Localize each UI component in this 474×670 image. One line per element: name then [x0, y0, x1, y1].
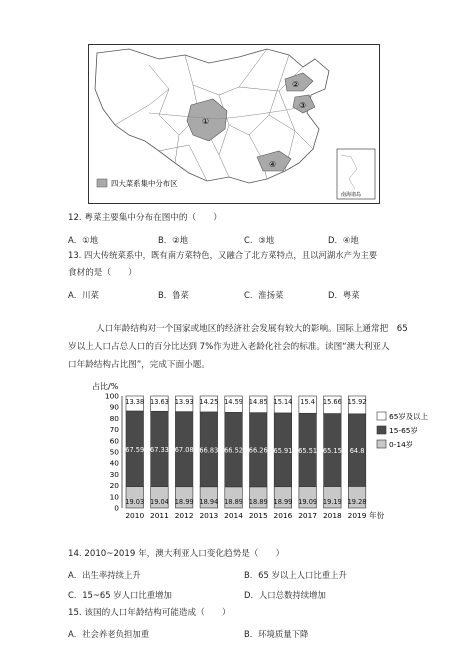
data-label: 18.94 — [199, 498, 219, 506]
y-tick-label: 70 — [109, 425, 119, 435]
x-tick-label: 2014 — [224, 511, 243, 520]
q15-option-a[interactable]: A．社会养老负担加重 — [68, 629, 150, 639]
x-tick-label: 2011 — [150, 511, 169, 520]
q15-option-b[interactable]: B．环境质量下降 — [244, 629, 309, 639]
legend-label: 四大菜系集中分布区 — [111, 179, 178, 188]
y-tick-label: 100 — [104, 391, 119, 401]
data-label: 19.03 — [125, 498, 145, 506]
passage-line-2: 岁以上人口占总人口的百分比达到 7%作为进入老龄化社会的标准。读图“澳大利亚人 — [68, 342, 390, 352]
data-label: 19.28 — [347, 498, 367, 506]
data-label: 19.04 — [150, 498, 169, 506]
marker-1: ① — [202, 117, 210, 126]
data-label: 18.99 — [174, 498, 194, 506]
y-axis-label: 占比/% — [92, 382, 119, 391]
legend-label: 65岁及以上 — [389, 412, 428, 421]
legend — [377, 412, 429, 449]
data-label: 66.52 — [224, 446, 243, 455]
question-13-stem-line1: 13. 四大传统菜系中，既有南方菜特色，又融合了北方菜特点，且以河湖水产为主要 — [68, 250, 378, 260]
q14-option-b[interactable]: B．65 岁以上人口比重上升 — [244, 570, 347, 580]
x-tick-label: 2015 — [248, 511, 268, 520]
y-tick-label: 40 — [109, 458, 119, 468]
data-label: 65.51 — [298, 446, 318, 455]
q13-option-b[interactable]: B．鲁菜 — [158, 290, 189, 300]
inset-label: 南海诸岛 — [341, 192, 362, 198]
question-12-stem: 12. 粤菜主要集中分布在图中的（ ） — [68, 213, 222, 223]
marker-2: ② — [292, 80, 300, 89]
data-label: 15.92 — [347, 398, 367, 406]
marker-3: ③ — [299, 101, 307, 110]
map-graphic — [89, 45, 379, 203]
data-label: 18.99 — [273, 498, 293, 506]
y-tick-label: 80 — [109, 413, 119, 423]
q13-option-a[interactable]: A．川菜 — [68, 290, 99, 300]
data-label: 67.33 — [150, 445, 169, 454]
y-ticks — [105, 392, 122, 513]
y-tick-label: 30 — [109, 469, 119, 479]
legend-swatch — [377, 412, 386, 420]
data-label: 67.08 — [174, 446, 194, 455]
q14-option-c[interactable]: C．15~65 岁人口比重增加 — [68, 590, 172, 600]
data-label: 65.15 — [322, 447, 342, 456]
population-age-structure-chart — [92, 382, 428, 520]
x-tick-label: 2016 — [273, 511, 293, 520]
x-tick-label: 2012 — [174, 511, 194, 520]
x-tick-label: 2019 — [347, 511, 367, 520]
data-label: 18.89 — [224, 498, 243, 506]
data-label: 13.63 — [150, 398, 169, 406]
q14-option-a[interactable]: A．出生率持续上升 — [68, 570, 141, 580]
q13-option-d[interactable]: D．粤菜 — [328, 290, 360, 300]
data-label: 13.93 — [174, 398, 194, 406]
china-cuisine-map — [88, 44, 380, 204]
y-tick-label: 0 — [114, 503, 119, 513]
q12-option-a[interactable]: A．①地 — [68, 235, 98, 245]
data-label: 15.66 — [322, 398, 342, 406]
data-label: 66.83 — [199, 446, 219, 455]
x-tick-label: 2010 — [125, 511, 145, 520]
legend-swatch — [97, 179, 107, 187]
data-label: 15.4 — [300, 398, 315, 406]
question-13-stem-line2: 食材的是（ ） — [68, 268, 137, 278]
data-label: 14.85 — [248, 398, 268, 406]
legend-label: 15-65岁 — [389, 426, 418, 435]
data-label: 66.26 — [248, 446, 268, 455]
question-15-stem: 15. 该国的人口年龄结构可能造成（ ） — [68, 608, 231, 618]
legend-swatch — [377, 426, 386, 434]
q14-option-d[interactable]: D．人口总数持续增加 — [244, 590, 326, 600]
q12-option-d[interactable]: D．④地 — [328, 235, 359, 245]
q12-option-c[interactable]: C．③地 — [244, 235, 275, 245]
marker-4: ④ — [269, 160, 277, 169]
y-tick-label: 50 — [109, 447, 119, 457]
y-tick-label: 90 — [109, 402, 119, 412]
data-label: 65.91 — [273, 446, 293, 455]
passage-line-1: 人口年龄结构对一个国家或地区的经济社会发展有较大的影响。国际上通常把 65 — [96, 324, 408, 334]
x-tick-label: 2017 — [298, 511, 318, 520]
q13-option-c[interactable]: C．淮扬菜 — [244, 290, 284, 300]
data-label: 15.14 — [273, 397, 293, 406]
x-ticks — [125, 511, 366, 520]
legend-swatch — [377, 440, 386, 448]
x-axis-suffix: 年份 — [369, 511, 385, 520]
passage-line-3: 口年龄结构占比图”，完成下面小题。 — [68, 360, 210, 370]
bars — [125, 396, 366, 508]
data-label: 18.89 — [248, 498, 268, 506]
data-label: 14.25 — [199, 397, 219, 406]
q12-option-b[interactable]: B．②地 — [158, 235, 189, 245]
y-tick-label: 60 — [109, 436, 119, 446]
legend-label: 0-14岁 — [389, 440, 414, 449]
x-tick-label: 2013 — [199, 511, 219, 520]
data-label: 19.09 — [298, 498, 318, 506]
data-label: 19.19 — [322, 498, 342, 506]
y-tick-label: 20 — [109, 481, 119, 491]
y-tick-label: 10 — [109, 492, 119, 502]
question-14-stem: 14. 2010~2019 年，澳大利亚人口变化趋势是（ ） — [68, 549, 285, 559]
data-label: 67.59 — [125, 445, 145, 454]
data-label: 14.59 — [224, 398, 243, 406]
data-label: 64.8 — [349, 447, 365, 456]
data-label: 13.38 — [125, 398, 145, 406]
x-tick-label: 2018 — [322, 511, 342, 520]
